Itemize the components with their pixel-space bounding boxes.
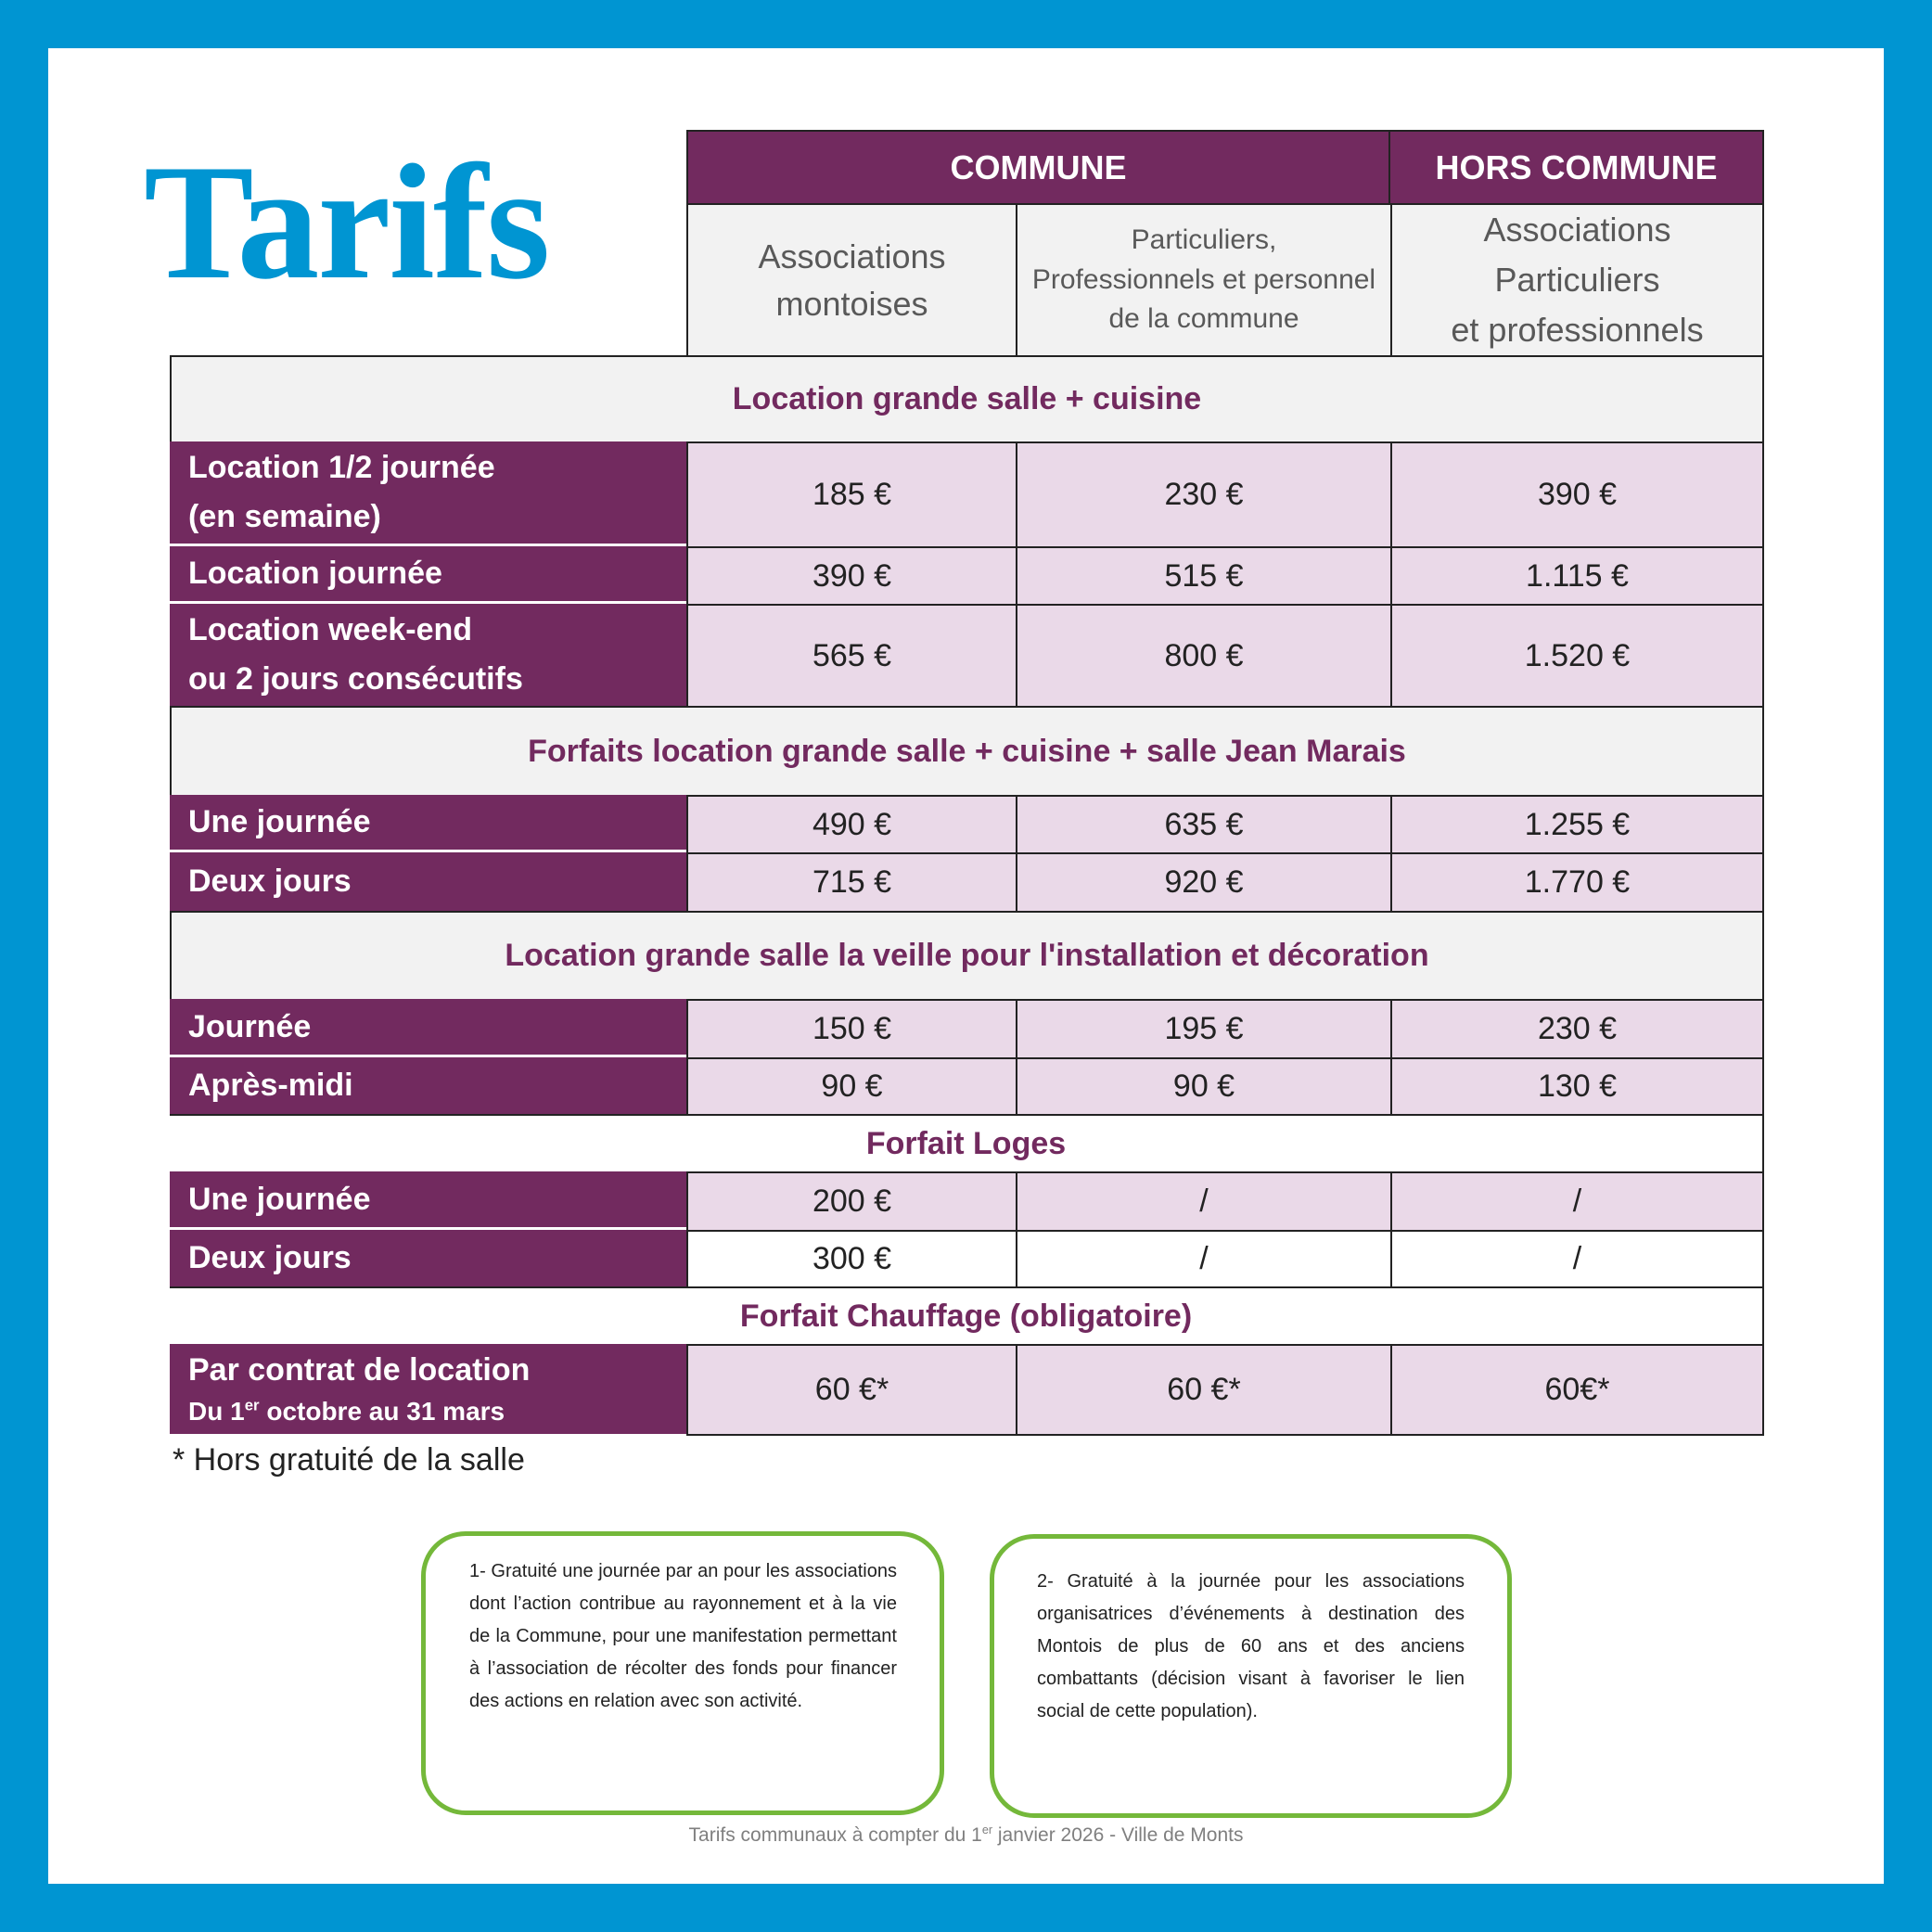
price-cell: / — [1390, 1171, 1764, 1232]
row-label-line: Après-midi — [188, 1068, 353, 1104]
price-cell: 230 € — [1390, 999, 1764, 1059]
price-cell: 565 € — [686, 604, 1017, 708]
column-header-hors-commune — [1390, 203, 1764, 357]
column-header-line: de la commune — [1108, 303, 1299, 335]
row-label-line: Location journée — [188, 556, 442, 592]
price-cell: 635 € — [1016, 795, 1392, 854]
footer-superscript: er — [981, 1823, 993, 1836]
price-cell: 195 € — [1016, 999, 1392, 1059]
price-cell: 800 € — [1016, 604, 1392, 708]
row-label-line: Une journée — [188, 804, 371, 840]
page-title: Tarifs — [144, 130, 549, 313]
price-cell: 90 € — [1016, 1057, 1392, 1116]
price-cell: / — [1390, 1230, 1764, 1288]
row-label-line: Une journée — [188, 1181, 371, 1217]
header-group-commune: COMMUNE — [686, 130, 1390, 205]
price-cell: 920 € — [1016, 852, 1392, 913]
price-cell: 390 € — [1390, 441, 1764, 548]
row-label-line: Journée — [188, 1008, 312, 1044]
price-cell: 490 € — [686, 795, 1017, 854]
price-cell: 515 € — [1016, 546, 1392, 606]
column-header-line: Associations — [1483, 211, 1671, 249]
column-header-line: Particuliers — [1494, 261, 1660, 299]
price-cell: 390 € — [686, 546, 1017, 606]
note-text-1: 1- Gratuité une journée par an pour les associations dont l’action contribue au rayonnement et à la vie de la Commune, pour une manifestation permettant à l’association de récolter des fonds pour financer des actions en relation avec son activité. — [469, 1561, 897, 1711]
row-label-line: Location 1/2 journée — [188, 450, 495, 486]
price-cell: 715 € — [686, 852, 1017, 913]
row-label-line: Deux jours — [188, 864, 352, 900]
price-cell: 200 € — [686, 1171, 1017, 1232]
row-label-deux-jours — [170, 852, 686, 911]
price-cell: / — [1016, 1171, 1392, 1232]
row-label-journee — [170, 546, 686, 604]
column-header-line: Associations — [758, 237, 946, 275]
column-header-associations-montoises — [686, 203, 1017, 357]
row-label-contrat-location — [170, 1344, 686, 1434]
price-cell: 1.520 € — [1390, 604, 1764, 708]
column-header-line: Particuliers, — [1131, 224, 1277, 256]
row-label-journee-veille — [170, 999, 686, 1057]
row-label-line: Deux jours — [188, 1240, 352, 1276]
row-label-line: Location week-end — [188, 612, 473, 648]
row-label-apres-midi — [170, 1057, 686, 1114]
row-label-une-journee — [170, 795, 686, 852]
header-group-hors-commune: HORS COMMUNE — [1388, 130, 1764, 205]
column-header-particuliers-commune — [1016, 203, 1392, 357]
footnote: * Hors gratuité de la salle — [173, 1442, 525, 1478]
price-cell: 60€* — [1390, 1344, 1764, 1436]
column-header-line: Professionnels et personnel — [1031, 263, 1376, 295]
row-label-loges-une-journee — [170, 1171, 686, 1230]
period-text: octobre au 31 mars — [259, 1396, 505, 1426]
section-title-grande-salle: Location grande salle + cuisine — [170, 355, 1764, 443]
row-label-line: ou 2 jours consécutifs — [188, 661, 523, 697]
price-cell: 90 € — [686, 1057, 1017, 1116]
row-label-line: Par contrat de location — [188, 1352, 531, 1388]
price-cell: 130 € — [1390, 1057, 1764, 1116]
price-cell: 185 € — [686, 441, 1017, 548]
row-label-loges-deux-jours — [170, 1230, 686, 1286]
price-cell: 1.255 € — [1390, 795, 1764, 854]
footer-caption — [0, 1823, 1932, 1847]
period-superscript: er — [244, 1396, 260, 1414]
price-cell: 60 €* — [1016, 1344, 1392, 1436]
price-cell: 150 € — [686, 999, 1017, 1059]
footer-text: janvier 2026 - Ville de Monts — [992, 1824, 1244, 1846]
price-cell: 300 € — [686, 1230, 1017, 1288]
section-title-forfait-loges: Forfait Loges — [170, 1114, 1764, 1173]
price-cell: 1.115 € — [1390, 546, 1764, 606]
row-label-demi-journee — [170, 441, 686, 546]
price-cell: 230 € — [1016, 441, 1392, 548]
column-header-line: montoises — [775, 285, 928, 323]
section-title-forfait-chauffage: Forfait Chauffage (obligatoire) — [170, 1286, 1764, 1346]
note-text-2: 2- Gratuité à la journée pour les associations organisatrices d’événements à destination des Montois de plus de 60 ans et des anciens combattants (décision visant à favoriser le lien social de cette population). — [1037, 1571, 1465, 1721]
footer-text: Tarifs communaux à compter du 1 — [688, 1824, 982, 1846]
row-label-week-end — [170, 604, 686, 706]
row-label-period — [188, 1393, 686, 1429]
row-label-line: (en semaine) — [188, 499, 381, 534]
period-text: Du 1 — [188, 1396, 245, 1426]
price-cell: 1.770 € — [1390, 852, 1764, 913]
section-title-forfaits-jean-marais: Forfaits location grande salle + cuisine + salle Jean Marais — [170, 706, 1764, 797]
price-cell: 60 €* — [686, 1344, 1017, 1436]
price-cell: / — [1016, 1230, 1392, 1288]
column-header-line: et professionnels — [1451, 311, 1704, 349]
section-title-veille-installation: Location grande salle la veille pour l'installation et décoration — [170, 911, 1764, 1001]
